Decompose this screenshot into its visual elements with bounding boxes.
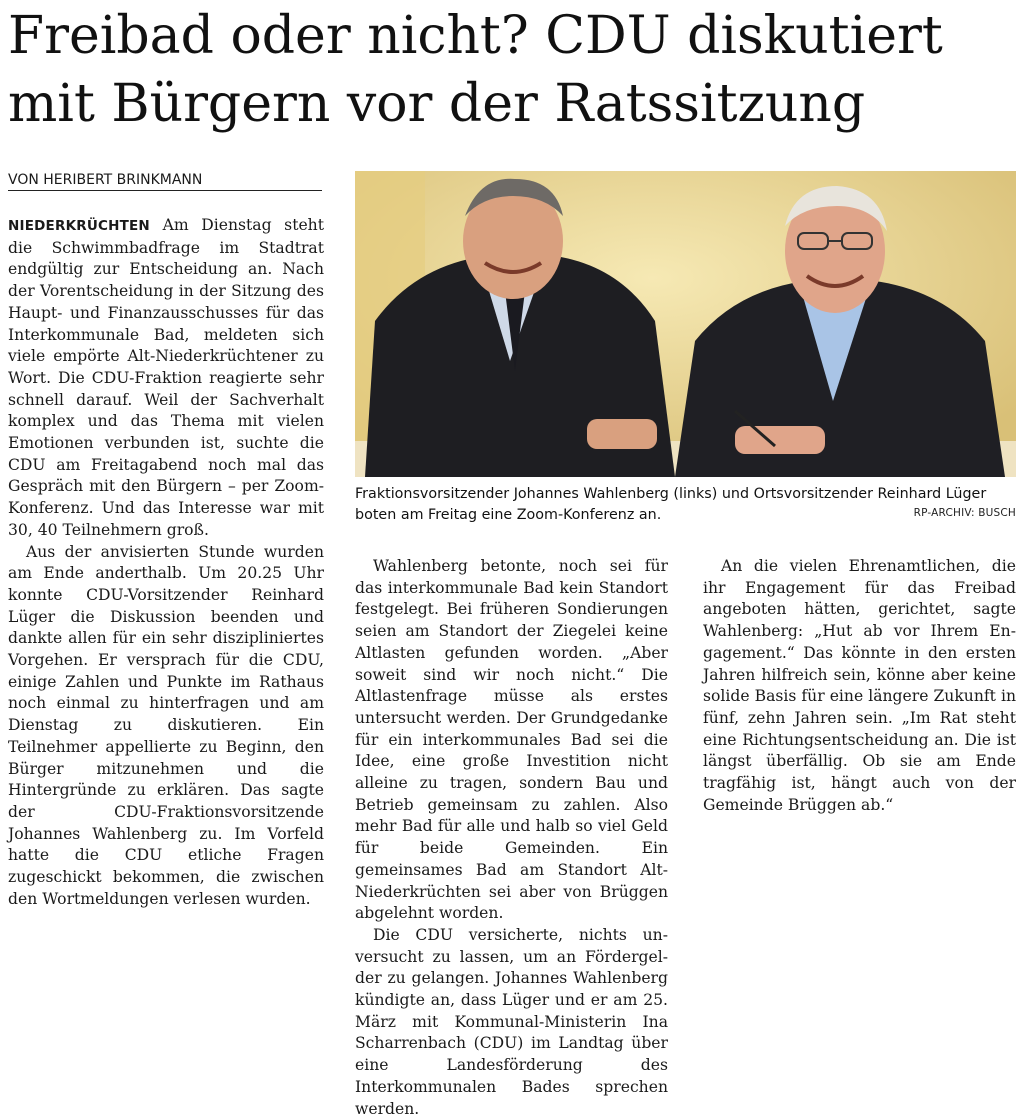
paragraph-3: Wahlenberg betonte, noch sei für das interkommunale Bad kein Standort festgelegt. Bei früheren Sondierungen seien am Standort der Ziegelei keine Altlasten gefunden worden. „Aber soweit sind wir noch nicht.“ Die Altlastenfrage müsse als erstes untersucht werden. Der Grundgedanke für ein interkommunales Bad sei die Idee, eine große Investition nicht alleine zu tragen, sondern Bau und Betrieb gemeinsam zu zahlen. Also mehr Bad für alle und halb so viel Geld für beide Gemeinden. Ein gemeinsames Bad am Standort Alt-Niederkrüchten sei aber von Brüggen abgelehnt worden. <box>355 557 668 923</box>
article-column-2 <box>355 556 668 1120</box>
photo-caption: Fraktionsvorsitzender Johannes Wahlenberg (links) und Ortsvorsitzender Reinhard Lüger boten am Freitag eine Zoom-Konferenz an. <box>355 486 987 523</box>
article-column-3 <box>703 556 1016 816</box>
paragraph-1-text: Am Dienstag steht die Schwimmbadfrage im Stadtrat endgültig zur Entscheidung an. Nach der Vorentscheidung in der Sitzung des Haupt- und Finanzausschusses für das Interkommunale Bad, meldeten sich viele empörte Alt-Niederkrüchtener zu Wort. Die CDU-Fraktion reagierte sehr schnell darauf. Weil der Sachverhalt komplex und das Thema mit vielen Emotionen verbunden ist, suchte die CDU am Freitagabend noch mal das Gespräch mit den Bürgern – per Zoom-Konferenz. Und das Interesse war mit 30, 40 Teilnehmern groß. <box>8 216 324 539</box>
article-column-1 <box>8 215 324 911</box>
paragraph-1 <box>8 215 324 542</box>
headline-line-2: mit Bürgern vor der Ratssitzung <box>8 74 866 134</box>
headline <box>8 2 1018 138</box>
dateline: NIEDERKRÜCHTEN <box>8 218 150 234</box>
paragraph-5: An die vielen Ehrenamtlichen, die ihr Engagement für das Freibad angeboten hätten, gerichtet, sagte Wahlenberg: „Hut ab vor Ihrem Engagement.“ Das könnte in den ersten Jahren hilfreich sein, könne aber keine solide Basis für eine längere Zukunft in fünf, zehn Jahren sein. „Im Rat steht eine Richtungsentscheidung an. Die ist längst überfällig. Ob sie am Ende tragfähig ist, hängt auch von der Gemeinde Brüggen ab.“ <box>703 557 1016 814</box>
photo-illustration <box>355 171 1016 477</box>
author-byline: VON HERIBERT BRINKMANN <box>8 171 322 191</box>
photo-caption-block <box>355 484 1016 526</box>
paragraph-4: Die CDU versicherte, nichts unversucht zu lassen, um an Fördergelder zu gelangen. Johannes Wahlenberg kündigte an, dass Lüger und er am 25. März mit Kommunal-Ministerin Ina Scharrenbach (CDU) im Landtag über eine Landesförderung des Interkommunalen Bades sprechen werden. <box>355 925 668 1118</box>
paragraph-2: Aus der anvisierten Stunde wurden am Ende anderthalb. Um 20.25 Uhr konnte CDU-Vorsitzender Reinhard Lüger die Diskussion beenden und dankte allen für ein sehr diszipliniertes Vorgehen. Er versprach für die CDU, einige Zahlen und Punkte im Rathaus noch einmal zu hinterfragen und am Dienstag zu diskutieren. Ein Teilnehmer appellierte zu Beginn, den Bürger mitzunehmen und die Hintergründe zu erklären. Das sagte der CDU-Fraktionsvorsitzende Johannes Wahlenberg zu. Im Vorfeld hatte die CDU etliche Fragen zugeschickt bekommen, die zwischen den Wortmeldungen verlesen wurden. <box>8 542 324 908</box>
photo-credit: RP-ARCHIV: BUSCH <box>913 507 1016 519</box>
article-photo <box>355 171 1016 477</box>
headline-line-1: Freibad oder nicht? CDU diskutiert <box>8 6 943 66</box>
